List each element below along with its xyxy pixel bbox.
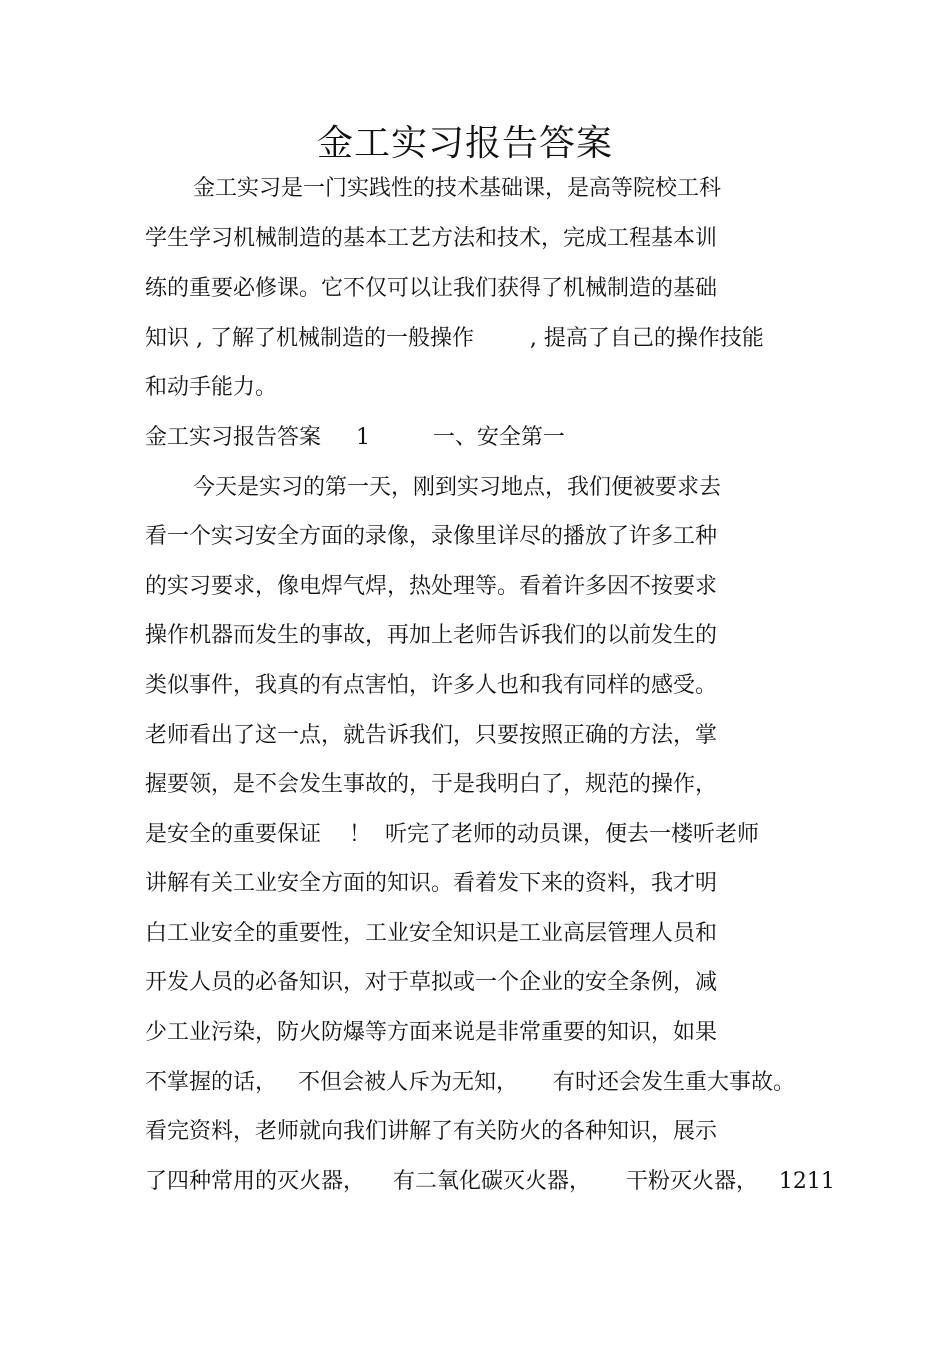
paragraph-line: 是安全的重要保证 ！ 听完了老师的动员课，便去一楼听老师 — [145, 822, 759, 847]
paragraph-line: 的实习要求，像电焊气焊，热处理等。看着许多因不按要求 — [145, 574, 718, 599]
paragraph-line: 不掌握的话， 不但会被人斥为无知， 有时还会发生重大事故。 — [145, 1070, 795, 1095]
paragraph-line: 操作机器而发生的事故，再加上老师告诉我们的以前发生的 — [145, 623, 718, 648]
paragraph-line: 知识 , 了解了机械制造的一般操作 , 提高了自己的操作技能 — [145, 326, 764, 351]
paragraph-line: 类似事件，我真的有点害怕，许多人也和我有同样的感受。 — [145, 673, 718, 698]
paragraph-line: 白工业安全的重要性，工业安全知识是工业高层管理人员和 — [145, 921, 718, 946]
paragraph-line: 金工实习是一门实践性的技术基础课，是高等院校工科 — [193, 176, 722, 201]
paragraph-line: 看完资料，老师就向我们讲解了有关防火的各种知识，展示 — [145, 1119, 718, 1144]
paragraph-line: 老师看出了这一点，就告诉我们，只要按照正确的方法，掌 — [145, 723, 718, 748]
paragraph-line: 了四种常用的灭火器， 有二氧化碳灭火器， 干粉灭火器， 1211 — [145, 1169, 835, 1194]
paragraph-line: 练的重要必修课。它不仅可以让我们获得了机械制造的基础 — [145, 276, 718, 301]
paragraph-line: 和动手能力。 — [145, 375, 278, 400]
document-title: 金工实习报告答案 — [316, 123, 613, 164]
paragraph-line: 握要领，是不会发生事故的，于是我明白了，规范的操作， — [145, 772, 718, 797]
paragraph-line: 学生学习机械制造的基本工艺方法和技术，完成工程基本训 — [145, 226, 718, 251]
paragraph-line: 开发人员的必备知识，对于草拟或一个企业的安全条例，减 — [145, 970, 718, 995]
paragraph-line: 今天是实习的第一天，刚到实习地点，我们便被要求去 — [193, 475, 722, 500]
paragraph-line: 少工业污染，防火防爆等方面来说是非常重要的知识，如果 — [145, 1020, 718, 1045]
paragraph-line: 看一个实习安全方面的录像，录像里详尽的播放了许多工种 — [145, 524, 718, 549]
paragraph-line: 讲解有关工业安全方面的知识。看着发下来的资料，我才明 — [145, 871, 718, 896]
section-heading: 金工实习报告答案 1 一、安全第一 — [145, 425, 565, 450]
